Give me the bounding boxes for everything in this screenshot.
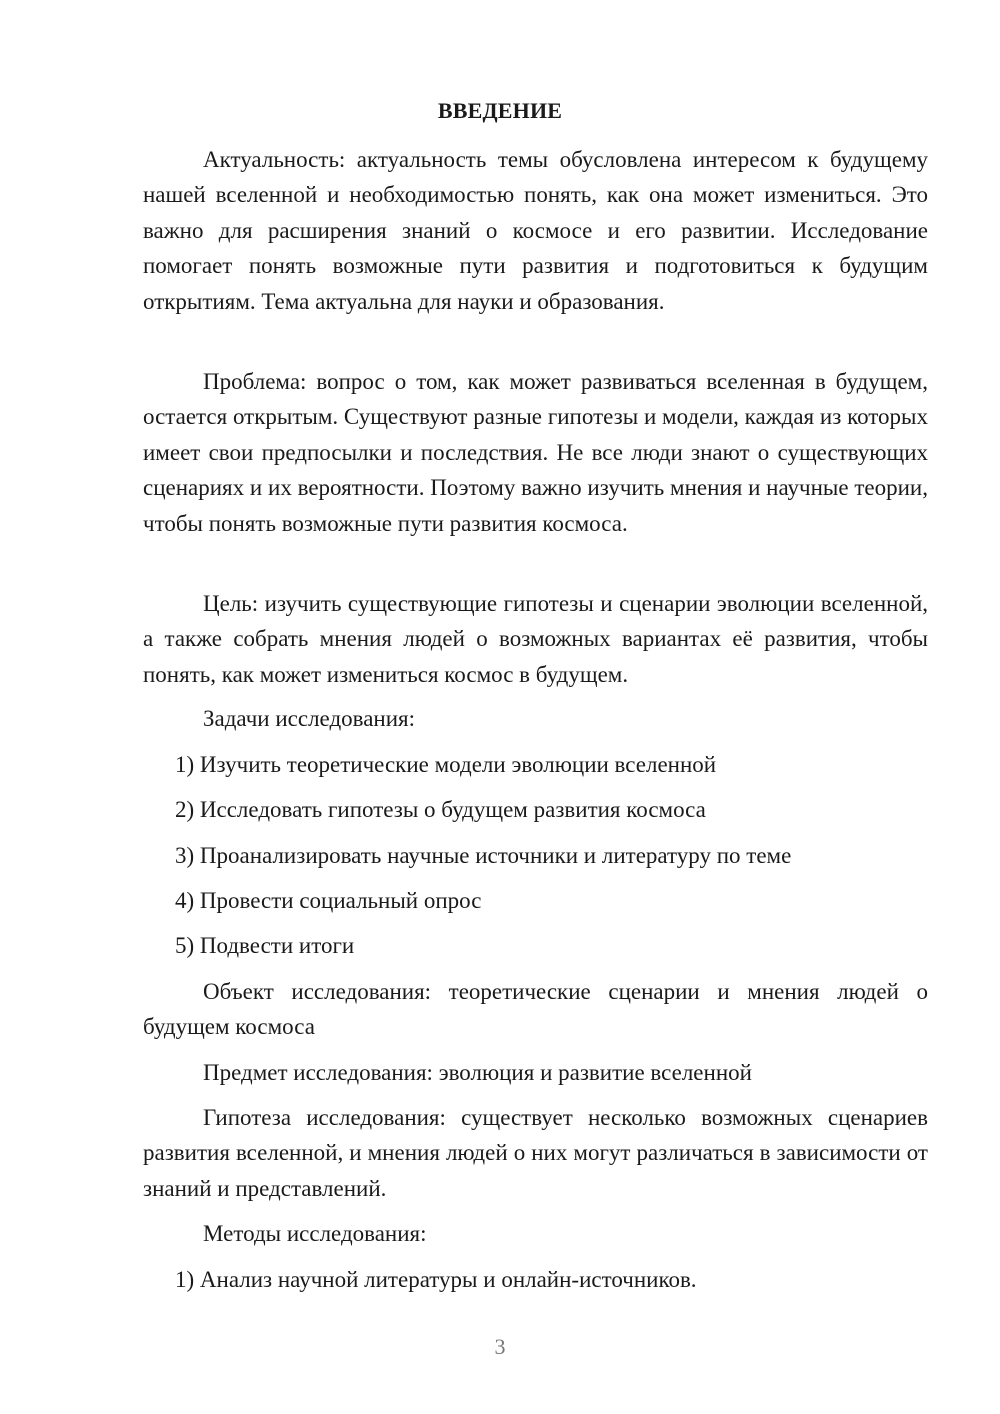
- paragraph-problem: Проблема: вопрос о том, как может развиваться вселенная в будущем, остается открытым. Существуют разные гипотезы и модели, каждая из которых имеет свои предпосылки и последствия. Не все люди знают о существующих сценариях и их вероятности. Поэтому важно изучить мнения и научные теории, чтобы понять возможные пути развития космоса.: [143, 369, 928, 536]
- page-number: 3: [494, 1334, 506, 1359]
- page-title: ВВЕДЕНИЕ: [437, 98, 563, 123]
- task-item: 4) Провести социальный опрос: [175, 888, 482, 913]
- method-item: 1) Анализ научной литературы и онлайн-источников.: [175, 1267, 697, 1292]
- tasks-heading: Задачи исследования:: [203, 706, 416, 731]
- paragraph-goal: Цель: изучить существующие гипотезы и сценарии эволюции вселенной, а также собрать мнения людей о возможных вариантах её развития, чтобы понять, как может измениться космос в будущем.: [143, 591, 928, 687]
- task-item: 3) Проанализировать научные источники и литературу по теме: [175, 843, 792, 868]
- task-item: 1) Изучить теоретические модели эволюции вселенной: [175, 752, 717, 777]
- research-subject: Предмет исследования: эволюция и развитие вселенной: [203, 1060, 752, 1085]
- paragraph-object: Объект исследования: теоретические сценарии и мнения людей о будущем космоса: [143, 979, 928, 1040]
- paragraph-hypothesis: Гипотеза исследования: существует несколько возможных сценариев развития вселенной, и мнения людей о них могут различаться в зависимости от знаний и представлений.: [143, 1105, 928, 1201]
- paragraph-relevance: Актуальность: актуальность темы обусловлена интересом к будущему нашей вселенной и необходимостью понять, как она может измениться. Это важно для расширения знаний о космосе и его развитии. Исследование помогает понять возможные пути развития и подготовиться к будущим открытиям. Тема актуальна для науки и образования.: [143, 147, 928, 314]
- task-item: 2) Исследовать гипотезы о будущем развития космоса: [175, 797, 706, 822]
- methods-heading: Методы исследования:: [203, 1221, 427, 1246]
- task-item: 5) Подвести итоги: [175, 933, 355, 958]
